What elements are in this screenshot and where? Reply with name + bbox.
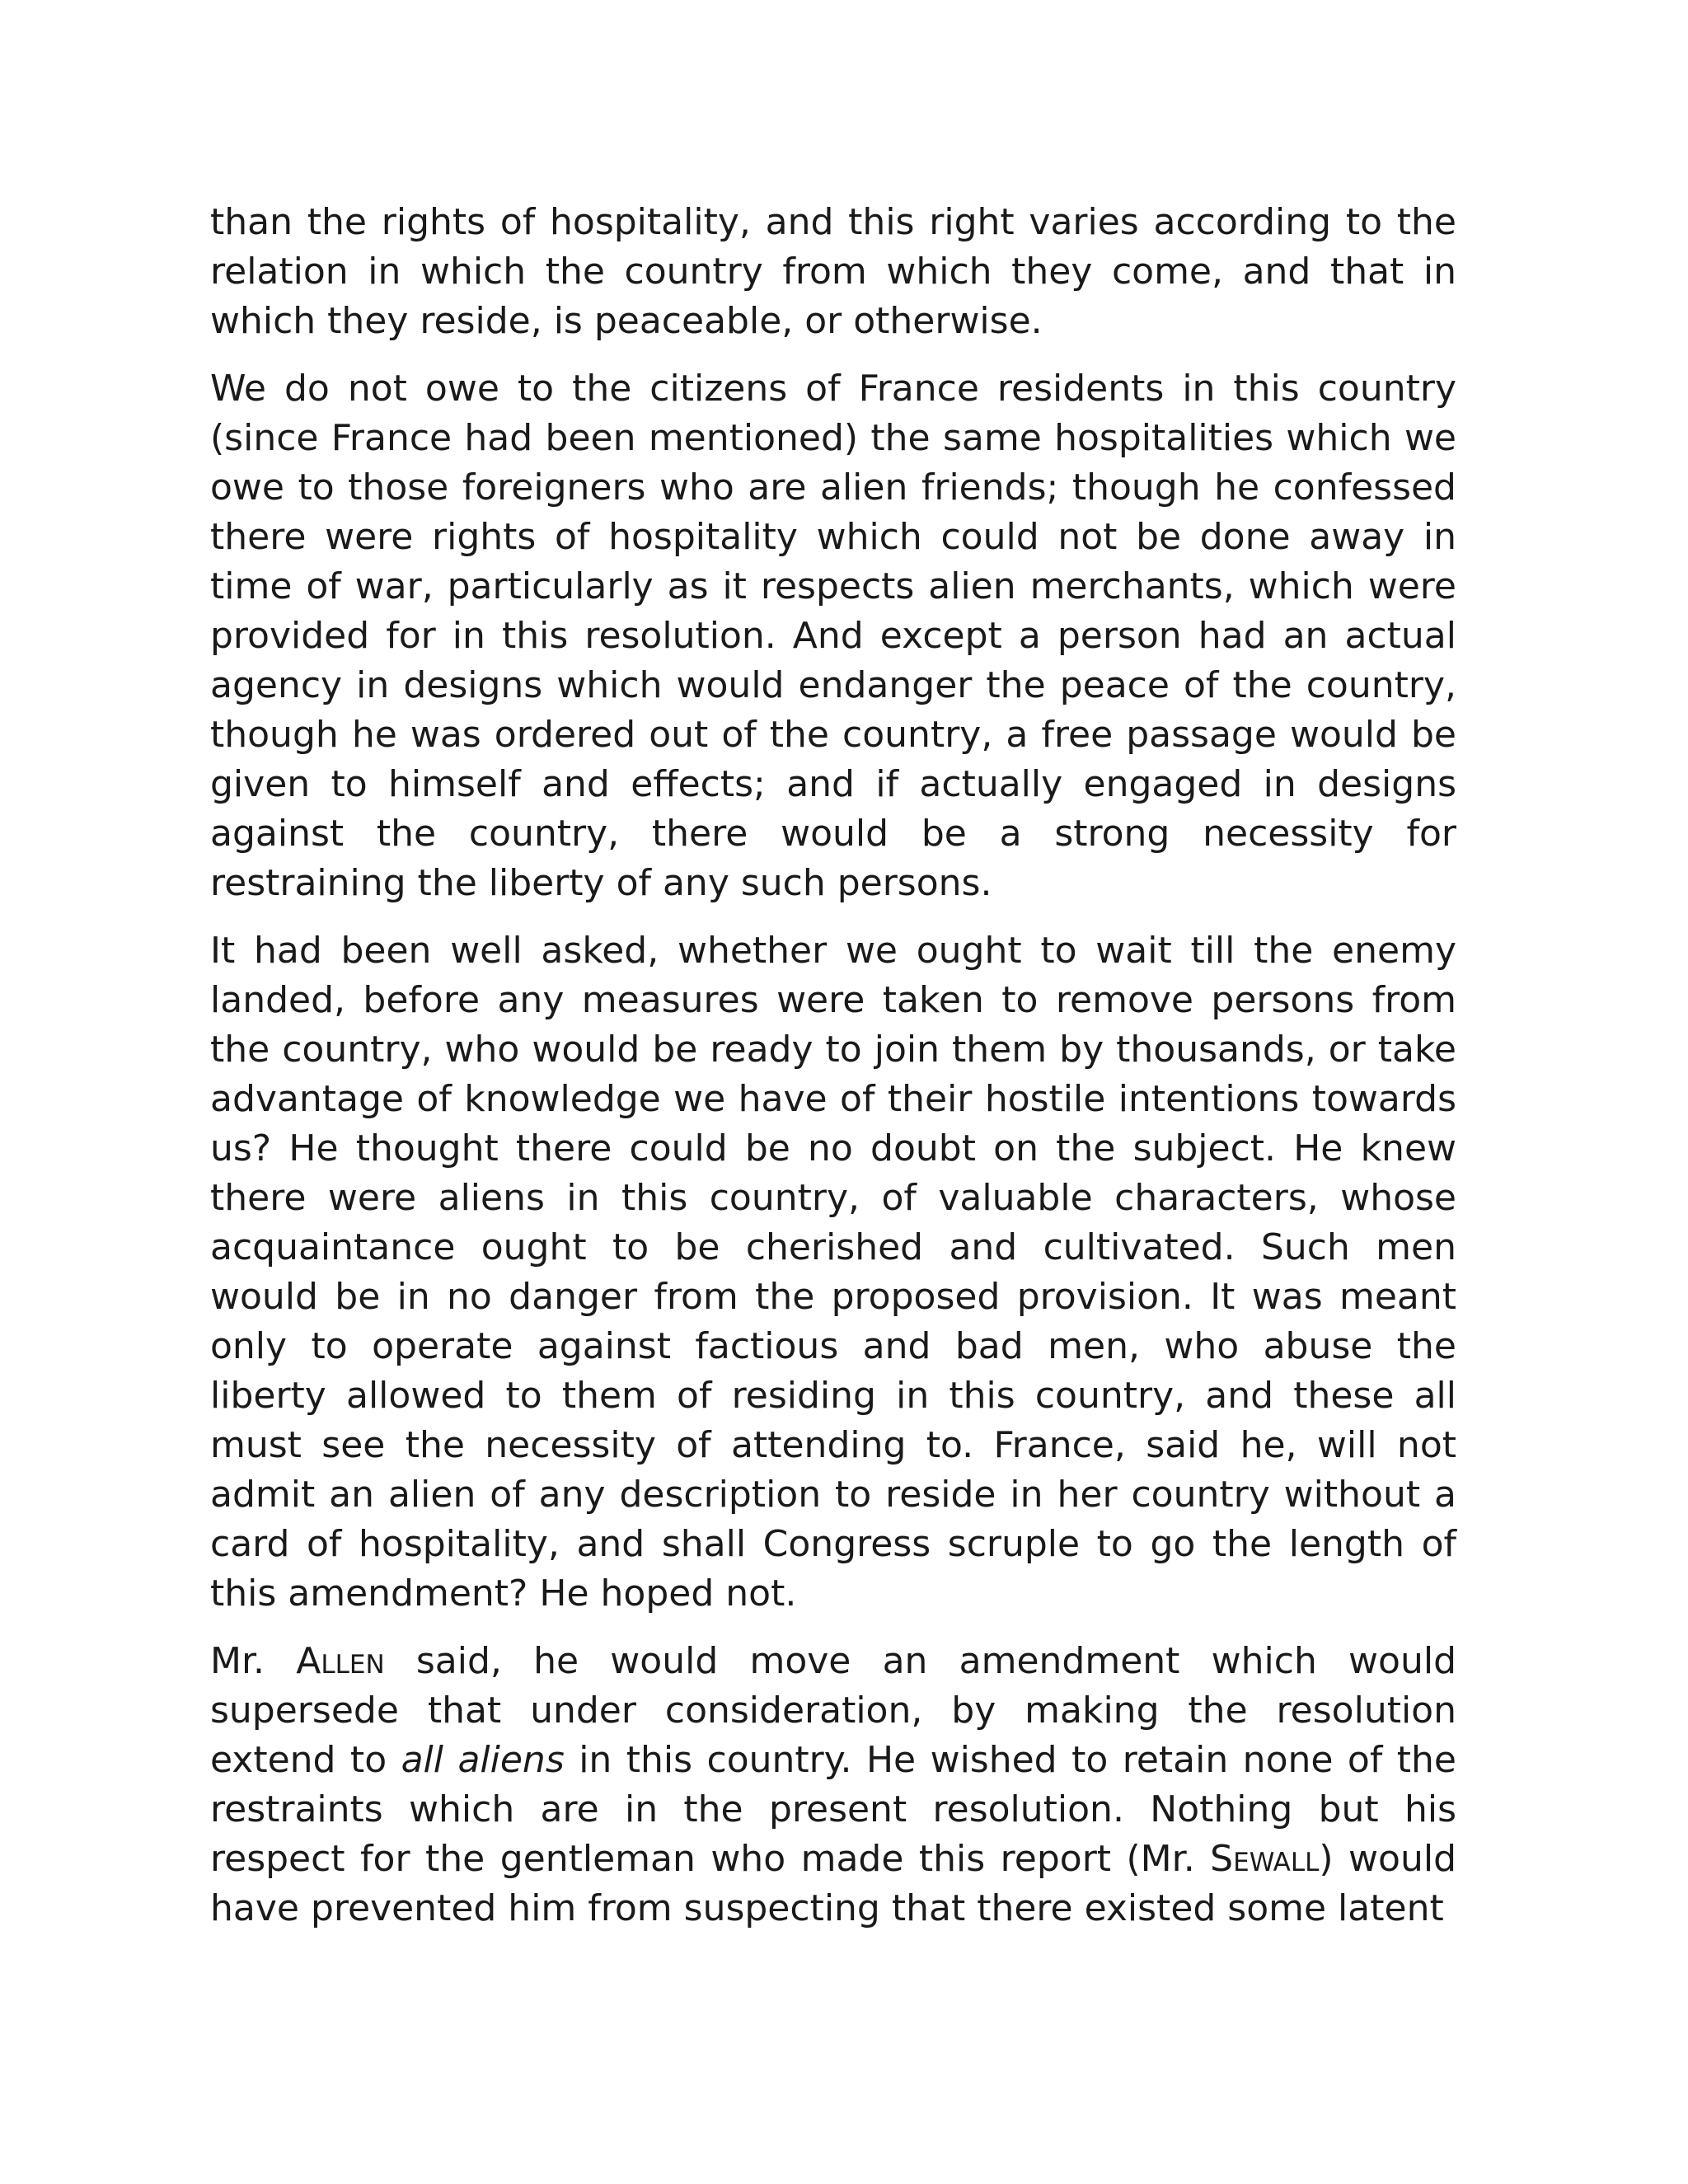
paragraph-text: Mr. (210, 1640, 297, 1682)
speaker-name: Sewall (1210, 1838, 1320, 1880)
paragraph-text: ) would have prevented him from suspecting that there existed some latent (210, 1838, 1456, 1929)
speaker-name: Allen (296, 1640, 385, 1682)
paragraph-text: We do not owe to the citizens of France residents in this country (since France had been mentioned) the same hospitalities which we owe to those foreigners who are alien friends; though he confessed there were rights of hospitality which could not be done away in time of war, particularly as it respects alien merchants, which were provided for in this resolution. And except a person had an actual agency in designs which would endanger the peace of the country, though he was ordered out of the country, a free passage would be given to himself and effects; and if actually engaged in designs against the country, there would be a strong necessity for restraining the liberty of any such persons. (210, 368, 1456, 904)
paragraph (210, 926, 1456, 1619)
paragraph-text: in this country. He wished to retain none of the restraints which are in the present resolution. Nothing but his respect for the gentleman who made this report (Mr. (210, 1739, 1456, 1880)
paragraph (210, 198, 1456, 346)
paragraph (210, 1637, 1456, 1933)
emphasized-text: all aliens (401, 1739, 565, 1781)
paragraph-text: than the rights of hospitality, and this right varies according to the relation in which the country from which they come, and that in which they reside, is peaceable, or otherwise. (210, 201, 1456, 342)
text-column (210, 198, 1456, 1952)
paragraph (210, 364, 1456, 908)
paragraph-text: said, he would move an amendment which would supersede that under consideration, by making the resolution extend to (210, 1640, 1456, 1781)
paragraph-text: It had been well asked, whether we ought to wait till the enemy landed, before any measures were taken to remove persons from the country, who would be ready to join them by thousands, or take advantage of knowledge we have of their hostile intentions towards us? He thought there could be no doubt on the subject. He knew there were aliens in this country, of valuable characters, whose acquaintance ought to be cherished and cultivated. Such men would be in no danger from the proposed provision. It was meant only to operate against factious and bad men, who abuse the liberty allowed to them of residing in this country, and these all must see the necessity of attending to. France, said he, will not admit an alien of any description to reside in her country without a card of hospitality, and shall Congress scruple to go the length of this amendment? He hoped not. (210, 930, 1456, 1615)
